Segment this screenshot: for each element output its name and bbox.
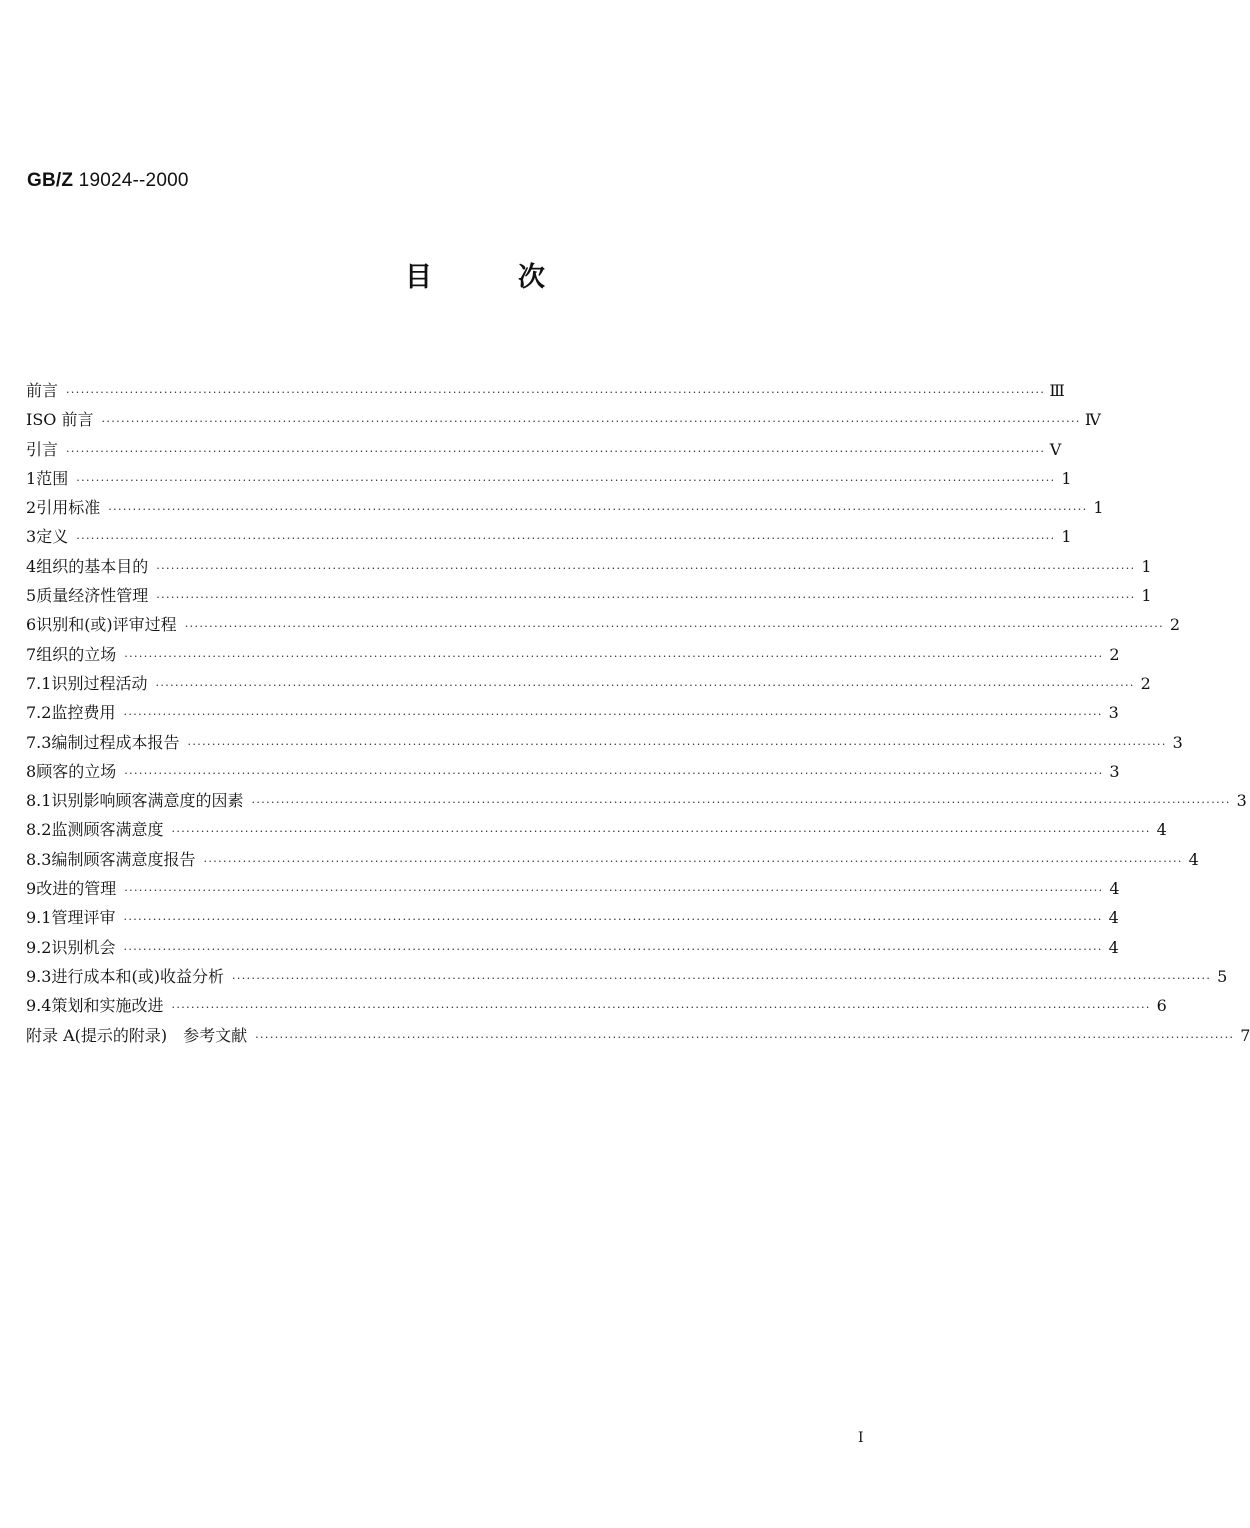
toc-entry[interactable]	[26, 876, 1120, 905]
toc-entry-label: 监测顾客满意度	[51, 820, 164, 840]
toc-entry-label: 引言	[26, 439, 59, 459]
toc-entry-number: 9.1	[26, 908, 52, 928]
toc-entry[interactable]	[26, 964, 1228, 993]
toc-entry-number: 9.3	[26, 966, 52, 986]
dot-leader: ········································································································································································································	[66, 386, 1046, 399]
toc-entry[interactable]	[26, 788, 1247, 817]
toc-entry[interactable]	[26, 671, 1151, 700]
toc-entry-number: 7.3	[26, 732, 52, 752]
dot-leader: ········································································································································································································	[76, 532, 1056, 546]
toc-entry-page: 4	[1156, 820, 1167, 840]
dot-leader: ········································································································································································································	[124, 766, 1104, 780]
toc-entry[interactable]	[26, 642, 1120, 671]
toc-entry[interactable]	[26, 759, 1120, 788]
toc-entry-number: 9.2	[26, 937, 52, 957]
toc-entry-page: 3	[1108, 703, 1119, 723]
toc-entry[interactable]	[26, 905, 1119, 934]
toc-entry-label: 引用标准	[36, 498, 101, 518]
toc-entry-label: 识别和(或)评审过程	[36, 615, 177, 635]
table-of-contents	[26, 378, 1250, 1052]
dot-leader: ········································································································································································································	[171, 1001, 1151, 1015]
title-char-left: 目	[405, 262, 432, 293]
toc-entry[interactable]	[26, 612, 1181, 641]
dot-leader: ········································································································································································································	[203, 854, 1183, 868]
toc-entry-label: 附录 A(提示的附录) 参考文献	[26, 1025, 248, 1045]
toc-entry-number: 8	[26, 761, 37, 781]
toc-entry-label: 定义	[36, 527, 69, 547]
toc-entry-number: 3	[26, 527, 37, 547]
toc-entry-number: 4	[26, 556, 37, 576]
toc-entry-label: 编制过程成本报告	[51, 732, 180, 752]
toc-entry-label: 范围	[36, 468, 69, 488]
toc-entry-page: 4	[1108, 937, 1119, 957]
toc-entry-label: 策划和实施改进	[51, 996, 164, 1016]
toc-entry-page: 5	[1217, 966, 1228, 986]
toc-entry-page: 1	[1061, 527, 1072, 547]
toc-entry-number: 8.3	[26, 849, 52, 869]
dot-leader: ········································································································································································································	[251, 796, 1231, 810]
page-title	[0, 255, 950, 294]
toc-entry[interactable]	[26, 495, 1104, 524]
toc-entry[interactable]	[26, 730, 1183, 759]
title-char-right: 次	[518, 262, 545, 293]
toc-entry-label: 组织的立场	[36, 644, 117, 664]
toc-entry[interactable]	[26, 437, 1062, 466]
toc-entry-label: 质量经济性管理	[36, 586, 149, 606]
standard-code	[27, 170, 189, 192]
toc-entry-number: 8.2	[26, 820, 52, 840]
standard-number: 19024--2000	[78, 170, 189, 191]
dot-leader: ········································································································································································································	[231, 971, 1212, 985]
dot-leader: ········································································································································································································	[187, 737, 1167, 751]
toc-entry[interactable]	[26, 583, 1152, 612]
toc-entry-number: 1	[26, 468, 37, 488]
toc-entry-number: 9.4	[26, 996, 52, 1016]
toc-entry-label: 改进的管理	[36, 879, 117, 899]
toc-entry-page: Ⅲ	[1049, 381, 1065, 400]
toc-entry-page: 1	[1141, 586, 1152, 606]
toc-entry-number: 2	[26, 498, 37, 518]
toc-entry-number: 7	[26, 644, 37, 664]
toc-entry-label: 组织的基本目的	[36, 556, 149, 576]
toc-entry-page: 4	[1109, 879, 1120, 899]
toc-entry-label: ISO 前言	[26, 410, 94, 430]
dot-leader: ········································································································································································································	[124, 649, 1104, 663]
toc-entry-page: Ⅳ	[1084, 410, 1101, 430]
dot-leader: ········································································································································································································	[155, 678, 1135, 692]
toc-entry[interactable]	[26, 1023, 1250, 1052]
toc-entry-label: 识别影响顾客满意度的因素	[51, 791, 244, 811]
page-folio: I	[858, 1430, 864, 1446]
toc-entry[interactable]	[26, 378, 1065, 407]
dot-leader: ········································································································································································································	[108, 503, 1088, 517]
standard-prefix: GB/Z	[27, 170, 74, 191]
toc-entry[interactable]	[26, 817, 1167, 846]
toc-entry-page: 2	[1140, 673, 1151, 693]
dot-leader: ········································································································································································································	[255, 1030, 1235, 1044]
dot-leader: ········································································································································································································	[76, 473, 1056, 487]
dot-leader: ········································································································································································································	[124, 884, 1104, 898]
toc-entry[interactable]	[26, 935, 1119, 964]
toc-entry[interactable]	[26, 466, 1072, 495]
toc-entry-page: 1	[1141, 556, 1152, 576]
toc-entry-page: 3	[1109, 761, 1120, 781]
toc-entry-label: 顾客的立场	[36, 761, 117, 781]
dot-leader: ········································································································································································································	[66, 444, 1046, 458]
toc-entry-page: 3	[1172, 732, 1183, 752]
toc-entry-page: 7	[1240, 1025, 1250, 1045]
toc-entry[interactable]	[26, 993, 1167, 1022]
toc-entry-page: 1	[1093, 498, 1104, 518]
toc-entry-page: 6	[1156, 996, 1167, 1016]
toc-entry[interactable]	[26, 847, 1199, 876]
toc-entry-page: 3	[1236, 791, 1247, 811]
toc-entry[interactable]	[26, 700, 1119, 729]
dot-leader: ········································································································································································································	[101, 415, 1081, 429]
toc-entry-label: 管理评审	[51, 908, 116, 928]
toc-entry-page: 1	[1061, 468, 1072, 488]
toc-entry-number: 6	[26, 615, 37, 635]
toc-entry-label: 识别机会	[51, 937, 116, 957]
toc-entry-label: 编制顾客满意度报告	[51, 849, 196, 869]
toc-entry-label: 监控费用	[51, 703, 116, 723]
dot-leader: ········································································································································································································	[171, 825, 1151, 839]
dot-leader: ········································································································································································································	[184, 620, 1165, 634]
toc-entry[interactable]	[26, 407, 1101, 436]
toc-entry-label: 前言	[26, 381, 59, 400]
toc-entry-label: 进行成本和(或)收益分析	[51, 966, 224, 986]
toc-entry-page: 4	[1188, 849, 1199, 869]
toc-entry-number: 9	[26, 879, 37, 899]
toc-entry-number: 8.1	[26, 791, 52, 811]
toc-entry-page: 4	[1108, 908, 1119, 928]
dot-leader: ········································································································································································································	[156, 591, 1136, 605]
dot-leader: ········································································································································································································	[123, 708, 1103, 722]
toc-entry[interactable]	[26, 554, 1152, 583]
toc-entry-number: 7.1	[26, 673, 52, 693]
toc-entry[interactable]	[26, 524, 1072, 553]
toc-entry-page: Ⅴ	[1049, 439, 1062, 459]
toc-entry-number: 5	[26, 586, 37, 606]
toc-entry-number: 7.2	[26, 703, 52, 723]
dot-leader: ········································································································································································································	[156, 561, 1136, 575]
toc-entry-page: 2	[1109, 644, 1120, 664]
dot-leader: ········································································································································································································	[123, 913, 1103, 927]
dot-leader: ········································································································································································································	[123, 942, 1103, 956]
toc-entry-page: 2	[1169, 615, 1181, 635]
toc-entry-label: 识别过程活动	[51, 673, 148, 693]
